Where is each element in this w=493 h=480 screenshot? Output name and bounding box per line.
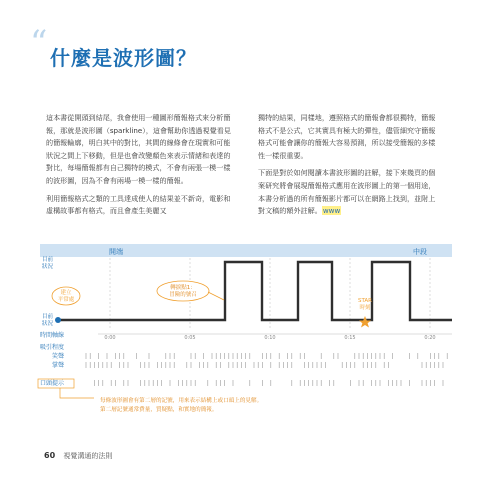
star-icon — [359, 316, 371, 328]
reaction-applause: 掌聲 — [52, 362, 65, 369]
start-dot — [55, 317, 61, 323]
paragraph-text: 下面是對於如何閱讀本書波形圖的註解，接下來幾頁的個案研究將會展現簡報格式應用在波形圖上的第一個用途，本書分析過的所有簡報影片都可以在網路上找到，並附上對文稿的額外註解。 — [258, 168, 436, 216]
note-line-1: 每條波形圖會有第二層的記號，用來表示結構上或口頭上的見解。 — [100, 398, 263, 404]
reaction-ticks — [86, 353, 447, 386]
y-label-bottom-2: 狀況 — [42, 321, 54, 327]
tick-label: 0:05 — [184, 335, 196, 341]
page-number: 60 — [44, 451, 56, 460]
turning-point-bubble — [157, 281, 209, 301]
time-axis-label: 時間軸線 — [40, 332, 65, 339]
sparkline-line — [58, 262, 452, 320]
tick-label: 0:10 — [264, 335, 276, 341]
section-label-beginning: 開端 — [109, 248, 123, 256]
quote-mark: “ — [30, 23, 48, 63]
page-title: 什麼是波形圖？ — [50, 46, 197, 70]
www-link[interactable]: www — [322, 206, 341, 216]
paragraph: 這本書從開頭到結尾，我會使用一種圖形簡報格式來分析簡報，那就是波形圖（sparkline），這會幫助你透過視覺看見的簡報輪廓，明白其中的對比，其間的線條會在現實和可能狀況之間上下移動，但是也會改變顏色來表示情緒和表達的對比，每場簡報都有自己獨特的模式，不會有兩張一模一樣的波形圖，因為不會有兩場一模一樣的簡報。 — [46, 113, 231, 185]
turning-point-label: 轉捩點1： — [170, 285, 196, 291]
note-line-2: 第二層記號通常費量，質疑點，和實地的簡報。 — [100, 407, 218, 413]
reaction-label: 吸引程度 — [40, 344, 65, 351]
star-label: STAR — [357, 298, 373, 304]
tick-label: 0:00 — [104, 335, 116, 341]
paragraph: 利用簡報格式之類的工具達成使人的結果並不新奇，電影和虛構故事都有格式，而且會產生美麗又 — [46, 193, 231, 216]
section-label-middle: 中段 — [413, 248, 427, 256]
baseline-note-2: 平常處 — [57, 297, 75, 303]
note-connector — [60, 388, 94, 398]
y-label-top: 目前 — [42, 257, 54, 263]
verbal-cue-label: 口頭提示 — [40, 380, 65, 387]
y-label-top-2: 狀況 — [42, 264, 54, 270]
turning-point-label-2: 冒險的號召 — [169, 292, 197, 298]
book-title: 視覺溝通的法則 — [63, 452, 113, 460]
tick-label: 0:15 — [344, 335, 356, 341]
baseline-note: 建立 — [60, 290, 72, 296]
y-label-bottom: 目前 — [42, 314, 54, 320]
tick-label: 0:20 — [424, 335, 436, 341]
time-ticks — [104, 335, 435, 341]
paragraph: 獨特的結果，同樣地，遵照格式的簡報會都很獨特，簡報格式不是公式，它其實具有極大的彈性，儘管細究守簡報格式可能會讓你的簡報大容易預測，所以接受簡報的多樣性一樣很重要。 — [258, 113, 436, 160]
star-label-2: 時刻 — [359, 305, 371, 311]
reaction-laughter: 笑聲 — [52, 353, 65, 360]
turning-point-pointer — [208, 292, 224, 300]
footer — [44, 451, 112, 461]
